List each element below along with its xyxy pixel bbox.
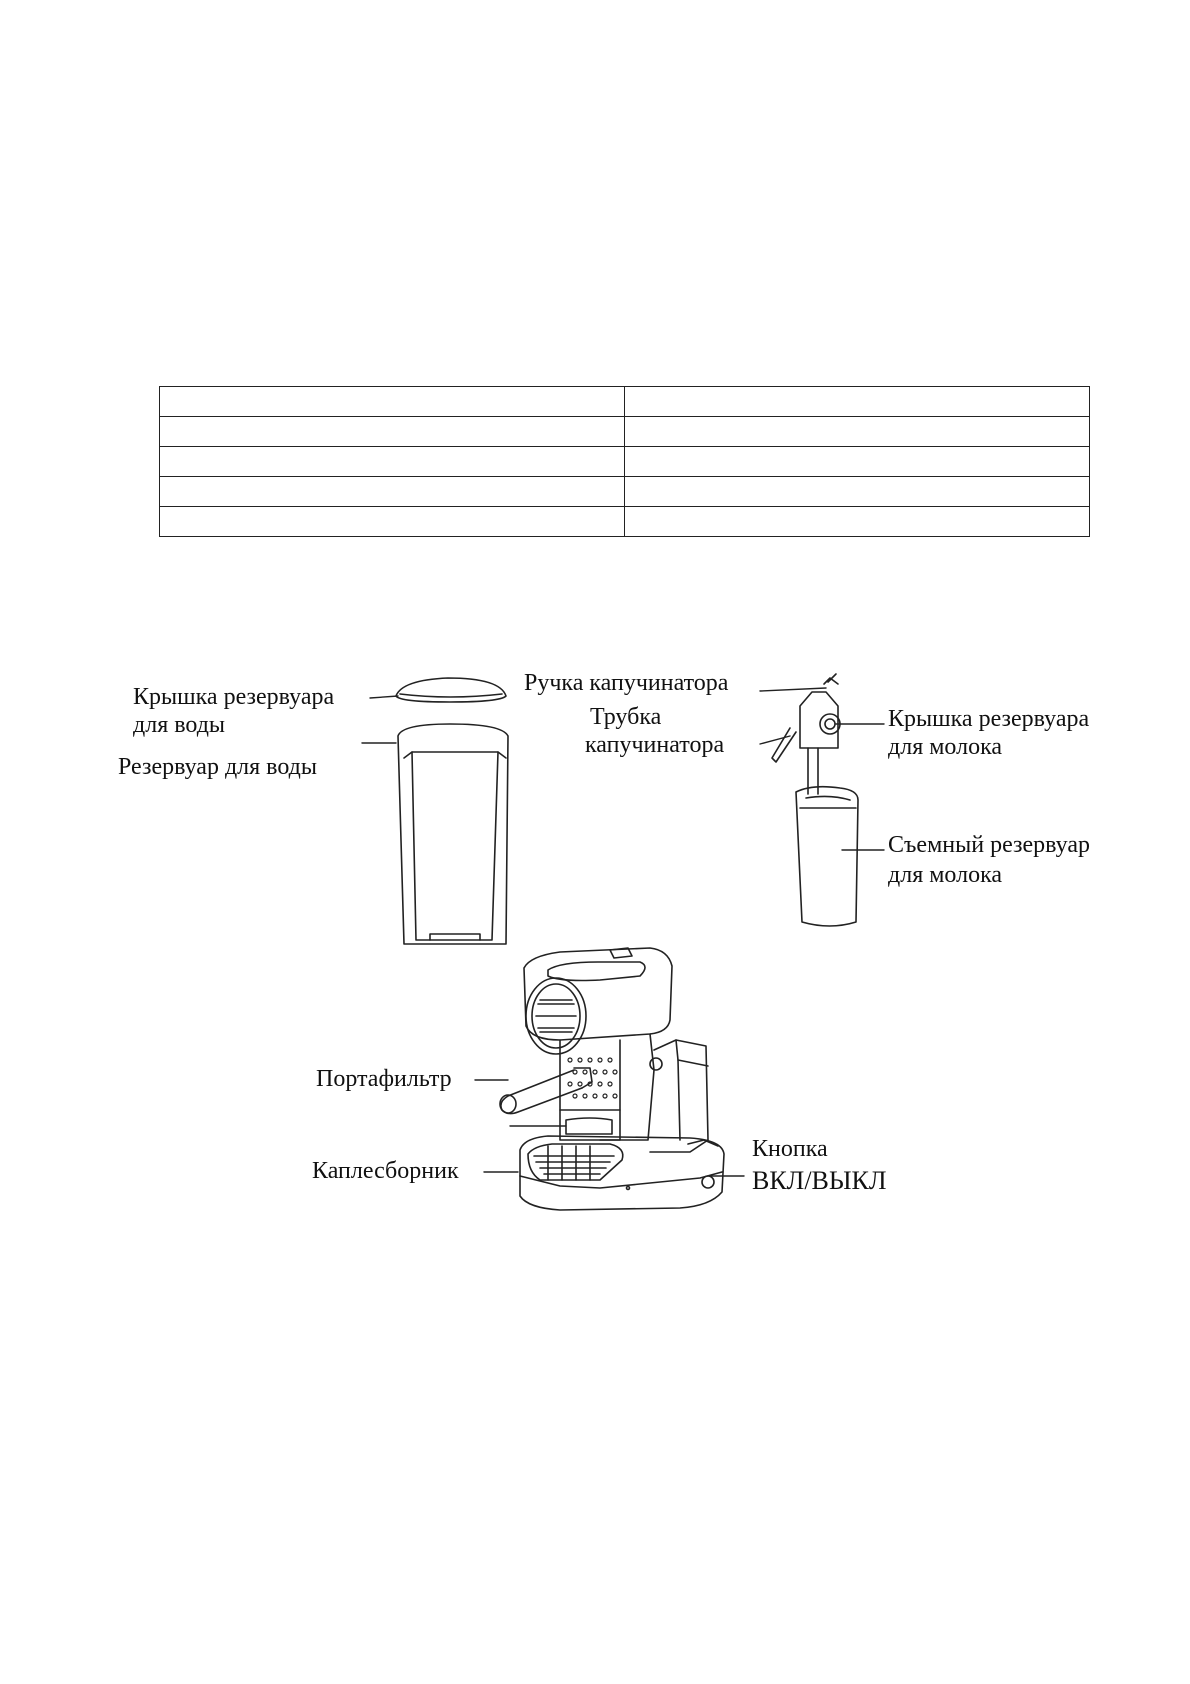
water-tank-label: Резервуар для воды <box>118 754 317 780</box>
power-button-label-line1: Кнопка <box>752 1136 828 1162</box>
milk-tank-label-line1: Съемный резервуар <box>888 832 1090 858</box>
spec-label-cell <box>160 447 625 477</box>
spec-row <box>160 477 1090 507</box>
frother-handle-label: Ручка капучинатора <box>524 670 729 696</box>
milk-frother-drawing <box>772 674 840 794</box>
spec-row <box>160 507 1090 537</box>
spec-table <box>159 386 1090 537</box>
spec-row <box>160 447 1090 477</box>
spec-value-cell <box>625 507 1090 537</box>
spec-value-cell <box>625 417 1090 447</box>
water-tank-lid-label-line2: для воды <box>133 712 226 738</box>
water-tank-lid-drawing <box>396 678 506 702</box>
spec-value-cell <box>625 477 1090 507</box>
spec-label-cell <box>160 387 625 417</box>
leader-lines <box>362 688 884 1176</box>
spec-label-cell <box>160 417 625 447</box>
spec-row <box>160 417 1090 447</box>
water-tank-drawing <box>398 724 508 944</box>
frother-tube-label-line2: капучинатора <box>585 732 725 758</box>
spec-label-cell <box>160 507 625 537</box>
spec-label-cell <box>160 477 625 507</box>
water-tank-lid-label-line1: Крышка резервуара <box>133 684 335 710</box>
grille-dots <box>568 1058 617 1098</box>
power-button-label-line2: ВКЛ/ВЫКЛ <box>752 1166 887 1195</box>
milk-tank-lid-label-line1: Крышка резервуара <box>888 706 1090 732</box>
portafilter-label: Портафильтр <box>316 1066 452 1092</box>
milk-tank-drawing <box>796 787 858 926</box>
frother-tube-label-line1: Трубка <box>590 704 662 730</box>
milk-tank-lid-label-line2: для молока <box>888 734 1003 760</box>
spec-value-cell <box>625 387 1090 417</box>
drip-tray-label: Каплесборник <box>312 1158 459 1184</box>
spec-value-cell <box>625 447 1090 477</box>
coffee-machine-diagram <box>0 640 1190 1250</box>
espresso-machine-drawing <box>500 948 724 1210</box>
spec-row <box>160 387 1090 417</box>
milk-tank-label-line2: для молока <box>888 862 1003 888</box>
